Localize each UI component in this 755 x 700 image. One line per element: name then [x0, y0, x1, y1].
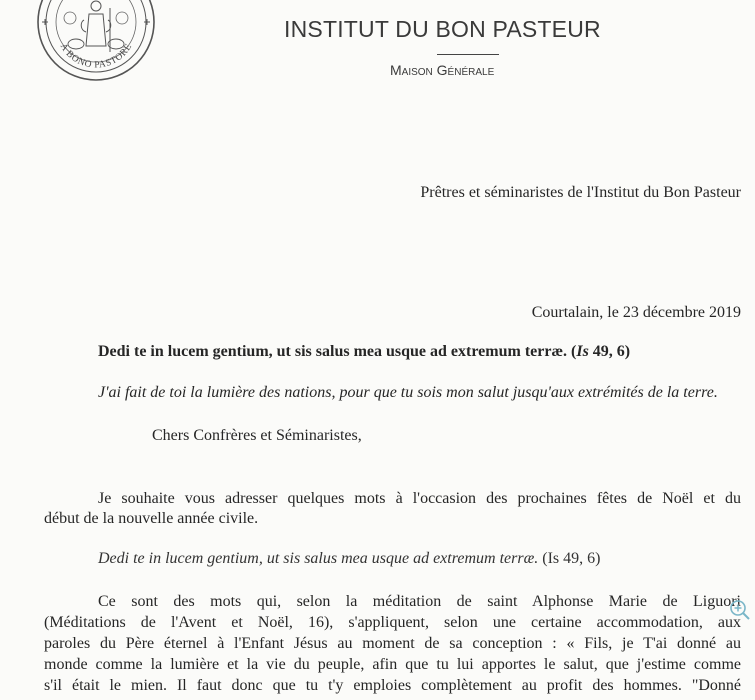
french-translation: J'ai fait de toi la lumière des nations, pour que tu sois mon salut jusqu'aux extrémités de la terre. — [98, 384, 718, 401]
paragraph-2-line-3: paroles du Père éternel à l'Enfant Jésus au moment de sa conception : « Fils, je T'ai donné au — [44, 635, 741, 652]
institute-seal — [34, 0, 158, 84]
quoted-latin-text: Dedi te in lucem gentium, ut sis salus mea usque ad extremum terræ. — [98, 550, 539, 567]
latin-motto — [98, 343, 630, 361]
paragraph-1-line-2: début de la nouvelle année civile. — [44, 510, 259, 527]
zoom-in-icon[interactable] — [728, 598, 752, 622]
date-line: Courtalain, le 23 décembre 2019 — [531, 304, 741, 321]
paragraph-2-line-4: monde comme la lumière et la vie du peuple, afin que tu lui apportes le salut, que j'estime comme — [44, 656, 741, 673]
paragraph-2-line-5: s'il était le mien. Il faut donc que tu t'y emploies complètement au profit des hommes. "Donné — [44, 677, 741, 694]
salutation: Chers Confrères et Séminaristes, — [152, 427, 362, 444]
paragraph-2-line-2: (Méditations de l'Avent et Noël, 16), s'appliquent, selon une certaine accommodation, aux — [44, 614, 741, 631]
recipient-line: Prêtres et séminaristes de l'Institut du Bon Pasteur — [420, 184, 741, 201]
latin-motto-text: Dedi te in lucem gentium, ut sis salus mea usque ad extremum terræ. ( — [98, 343, 577, 360]
organization-subtitle: Maison Générale — [390, 62, 495, 78]
quoted-latin — [98, 550, 600, 568]
organization-title: INSTITUT DU BON PASTEUR — [284, 16, 601, 42]
quoted-latin-ref: (Is 49, 6) — [538, 550, 601, 567]
paragraph-2-line-1: Ce sont des mots qui, selon la méditation de saint Alphonse Marie de Liguori — [98, 593, 741, 610]
letterhead-divider — [437, 54, 499, 55]
latin-motto-ref-rest: 49, 6) — [588, 343, 631, 360]
seal-motto: A BONO PASTORE — [57, 41, 135, 71]
latin-motto-ref-book: Is — [576, 343, 589, 360]
paragraph-1-line-1: Je souhaite vous adresser quelques mots à l'occasion des prochaines fêtes de Noël et du — [98, 490, 741, 507]
